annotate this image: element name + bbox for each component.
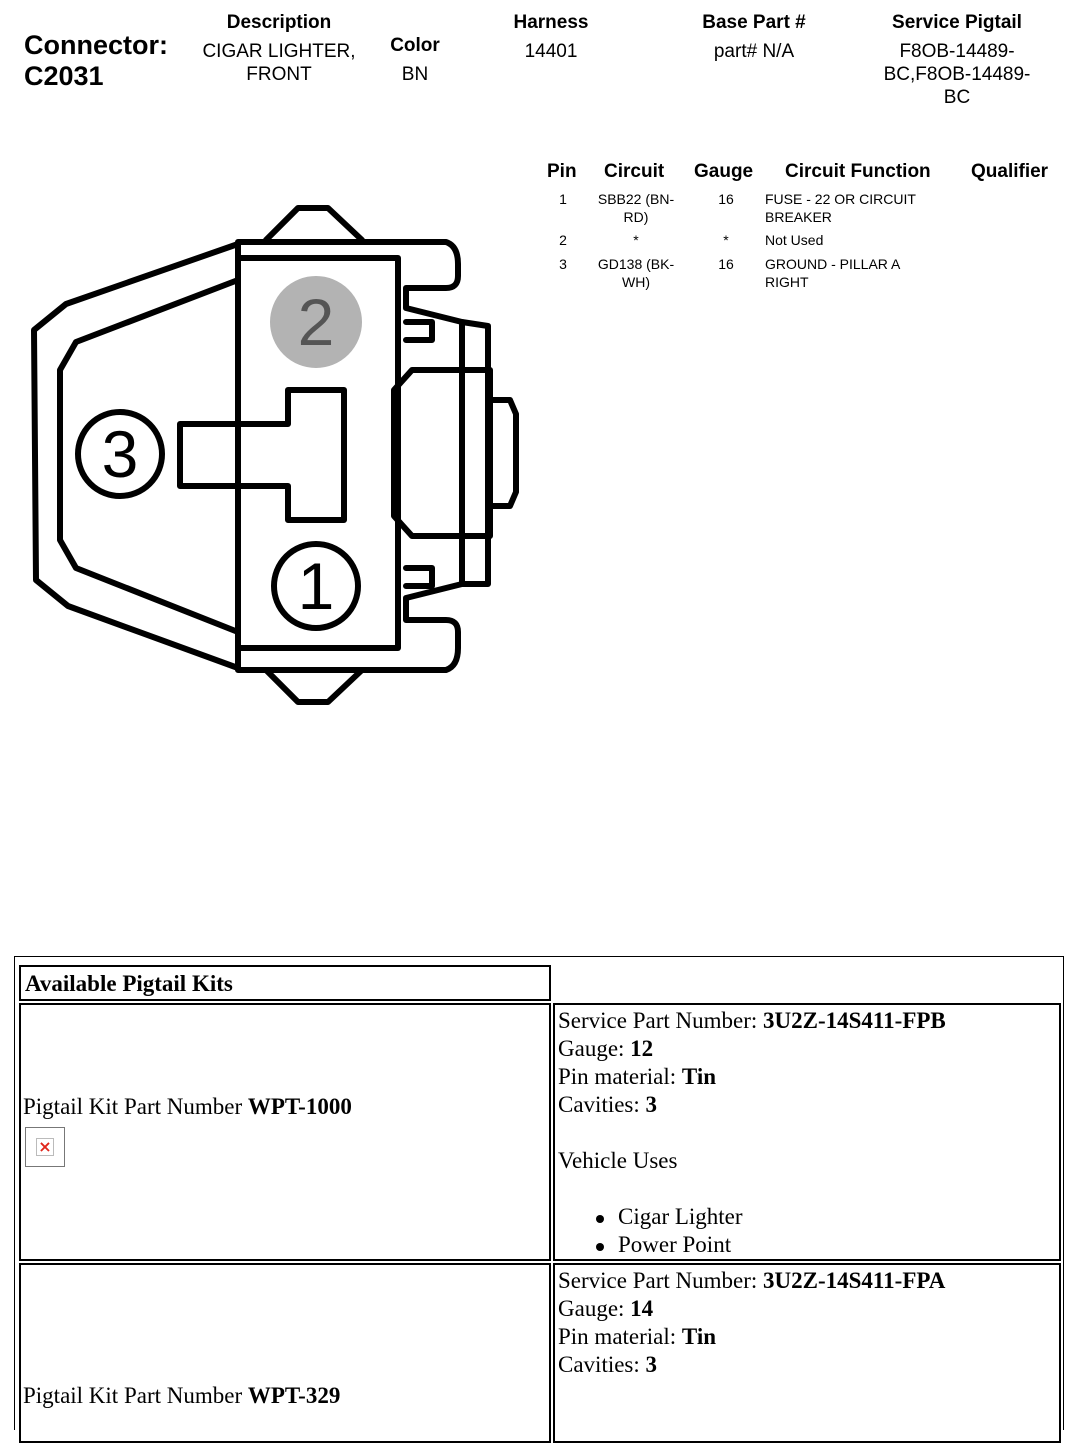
gauge — [558, 1295, 945, 1323]
pin-cell-circuit — [586, 255, 686, 291]
base-part-label: Base Part # — [702, 12, 806, 33]
description-line1: CIGAR LIGHTER, — [202, 41, 356, 62]
function-line: RIGHT — [765, 274, 809, 290]
kit-1-right-cell — [553, 1003, 1061, 1261]
cavity-1-label: 1 — [297, 549, 335, 623]
connector-face-diagram — [28, 202, 528, 712]
base-part-column — [680, 12, 828, 63]
service-label: Service Part Number: — [558, 1008, 764, 1033]
kit-1-left-cell — [19, 1003, 551, 1261]
pin-header-qualifier: Qualifier — [971, 161, 1049, 182]
harness-column — [490, 12, 612, 63]
pin-table — [540, 160, 1070, 300]
cavities-value: 3 — [645, 1092, 658, 1117]
vehicle-uses-title: Vehicle Uses — [558, 1148, 678, 1173]
broken-image-icon: × — [25, 1127, 65, 1167]
pin-material — [558, 1323, 945, 1351]
color-label: Color — [390, 35, 440, 56]
connector-label: Connector: — [24, 30, 168, 60]
kit-1-part-number — [23, 1094, 352, 1120]
kit-label: Pigtail Kit Part Number — [23, 1383, 248, 1408]
pin-header-pin: Pin — [547, 161, 577, 182]
pin-material-value: Tin — [681, 1064, 717, 1089]
kit-number: WPT-329 — [247, 1383, 341, 1408]
harness-label: Harness — [513, 12, 589, 33]
cavity-2-label: 2 — [297, 285, 335, 359]
pin-cell-pin: 1 — [559, 191, 567, 207]
cavities-value: 3 — [645, 1352, 658, 1377]
pin-header-gauge: Gauge — [694, 161, 754, 182]
circuit-line: SBB22 (BN- — [597, 191, 675, 207]
function-line: GROUND - PILLAR A — [765, 256, 901, 272]
service-pigtail-line2: BC,F8OB-14489- — [883, 64, 1031, 85]
circuit-line: WH) — [622, 274, 650, 290]
service-value: 3U2Z-14S411-FPA — [763, 1268, 946, 1293]
pin-cell-pin: 2 — [559, 232, 567, 248]
gauge-label: Gauge: — [558, 1296, 631, 1321]
pin-cell-gauge: * — [723, 232, 729, 248]
pin-cell-function — [765, 255, 965, 291]
upper-notch — [406, 322, 432, 340]
connector-id: C2031 — [24, 61, 104, 91]
lower-notch — [406, 568, 432, 586]
bottom-latch — [266, 670, 362, 702]
description-line2: FRONT — [246, 64, 312, 85]
base-part-value: part# N/A — [713, 41, 795, 62]
service-value: 3U2Z-14S411-FPB — [763, 1008, 946, 1033]
pin-cell-gauge: 16 — [718, 191, 734, 207]
left-wing-inner — [60, 280, 238, 632]
kit-1-details — [558, 1007, 946, 1259]
kit-2-right-cell — [553, 1263, 1061, 1443]
gauge-label: Gauge: — [558, 1036, 631, 1061]
pin-header-function: Circuit Function — [785, 161, 931, 182]
color-value: BN — [401, 64, 429, 85]
right-lock-frame — [462, 322, 488, 584]
pin-material-label: Pin material: — [558, 1324, 682, 1349]
service-pigtail-label: Service Pigtail — [892, 12, 1022, 33]
circuit-line: RD) — [623, 209, 649, 225]
pin-cell-circuit: * — [633, 232, 639, 248]
pin-cell-gauge: 16 — [718, 256, 734, 272]
kits-title: Available Pigtail Kits — [25, 971, 233, 996]
list-item: Cigar Lighter — [558, 1203, 946, 1231]
connector-title — [24, 30, 168, 92]
pin-cell-pin: 3 — [559, 256, 567, 272]
description-column — [188, 12, 370, 86]
service-part-number — [558, 1267, 945, 1295]
pin-cell-function: Not Used — [765, 232, 824, 248]
kit-number: WPT-1000 — [247, 1094, 352, 1119]
center-key — [180, 390, 344, 520]
right-lock-body — [394, 370, 516, 536]
service-label: Service Part Number: — [558, 1268, 764, 1293]
pin-header-circuit: Circuit — [604, 161, 665, 182]
gauge — [558, 1035, 946, 1063]
list-item: Power Point — [558, 1231, 946, 1259]
cavities — [558, 1351, 945, 1379]
kit-2-details — [558, 1267, 945, 1379]
gauge-value: 14 — [630, 1296, 654, 1321]
kit-2-part-number — [23, 1383, 340, 1409]
color-column — [378, 35, 452, 86]
kits-title-cell — [19, 965, 551, 1001]
pigtail-kits-table — [14, 956, 1064, 1430]
cavities — [558, 1091, 946, 1119]
kit-label: Pigtail Kit Part Number — [23, 1094, 248, 1119]
cavity-3-label: 3 — [101, 417, 139, 491]
harness-value: 14401 — [524, 41, 578, 62]
cavities-label: Cavities: — [558, 1092, 646, 1117]
kit-2-left-cell — [19, 1263, 551, 1443]
service-pigtail-line1: F8OB-14489- — [899, 41, 1015, 62]
service-pigtail-column — [866, 12, 1048, 109]
service-part-number — [558, 1007, 946, 1035]
pin-material — [558, 1063, 946, 1091]
description-label: Description — [226, 12, 332, 33]
top-latch — [266, 208, 362, 240]
cavities-label: Cavities: — [558, 1352, 646, 1377]
gauge-value: 12 — [630, 1036, 654, 1061]
function-line: BREAKER — [765, 209, 832, 225]
pin-cell-circuit — [586, 190, 686, 226]
circuit-line: GD138 (BK- — [597, 256, 675, 272]
pin-material-label: Pin material: — [558, 1064, 682, 1089]
pin-material-value: Tin — [681, 1324, 717, 1349]
pin-cell-function — [765, 190, 965, 226]
vehicle-uses-list — [558, 1203, 946, 1259]
service-pigtail-line3: BC — [943, 87, 971, 108]
function-line: FUSE - 22 OR CIRCUIT — [765, 191, 916, 207]
